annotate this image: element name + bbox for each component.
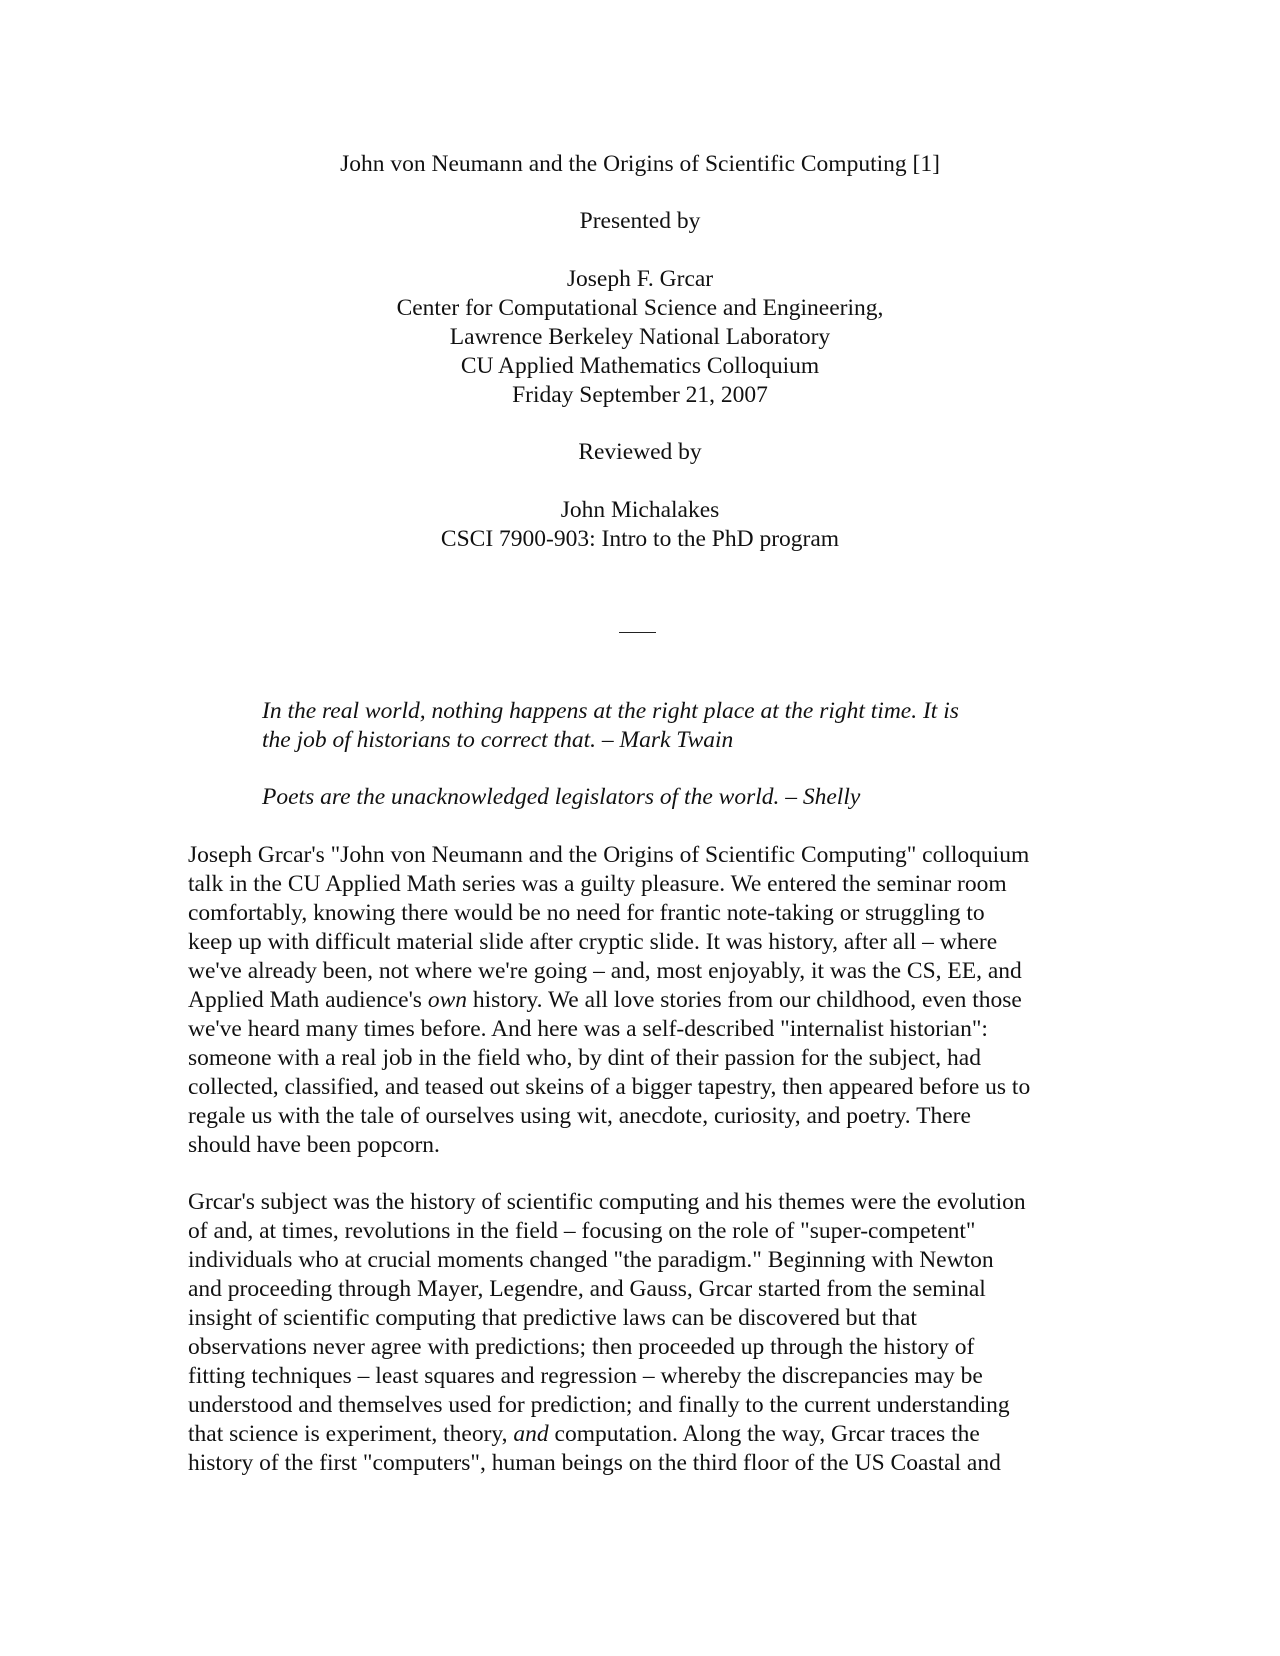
paragraph-1-line: comfortably, knowing there would be no need for frantic note-taking or struggling to <box>188 900 985 926</box>
paragraph-2-line: Grcar's subject was the history of scientific computing and his themes were the evolution <box>188 1189 1026 1215</box>
paragraph-1-line: we've already been, not where we're going – and, most enjoyably, it was the CS, EE, and <box>188 958 1022 984</box>
paragraph-2-line: insight of scientific computing that predictive laws can be discovered but that <box>188 1305 917 1331</box>
paragraph-2-line: of and, at times, revolutions in the field – focusing on the role of "super-competent" <box>188 1218 976 1244</box>
paragraph-1-line: we've heard many times before. And here was a self-described "internalist historian": <box>188 1016 988 1042</box>
reviewed-by-label: Reviewed by <box>578 439 702 465</box>
paragraph-2-line: understood and themselves used for prediction; and finally to the current understanding <box>188 1392 1010 1418</box>
paragraph-1-line: collected, classified, and teased out skeins of a bigger tapestry, then appeared before us to <box>188 1074 1031 1100</box>
epigraph-shelly: Poets are the unacknowledged legislators of the world. – Shelly <box>262 784 861 810</box>
paragraph-1-line: talk in the CU Applied Math series was a guilty pleasure. We entered the seminar room <box>188 871 1007 897</box>
section-divider <box>619 632 656 633</box>
course-name: CSCI 7900-903: Intro to the PhD program <box>440 526 840 552</box>
paragraph-2-line <box>188 1420 980 1449</box>
paragraph-1-line: someone with a real job in the field who, by dint of their passion for the subject, had <box>188 1045 981 1071</box>
talk-date: Friday September 21, 2007 <box>512 382 768 408</box>
paragraph-1-line: should have been popcorn. <box>188 1132 440 1158</box>
presented-by-label: Presented by <box>579 208 701 234</box>
text-segment: Applied Math audience's <box>188 987 428 1013</box>
presenter-name: Joseph F. Grcar <box>566 266 714 292</box>
presenter-affiliation-1: Center for Computational Science and Engineering, <box>396 295 884 321</box>
reviewer-name: John Michalakes <box>560 497 720 523</box>
text-segment: computation. Along the way, Grcar traces the <box>548 1421 980 1447</box>
epigraph-twain-line-2: the job of historians to correct that. – Mark Twain <box>262 727 734 753</box>
paragraph-2-line: fitting techniques – least squares and regression – whereby the discrepancies may be <box>188 1363 983 1389</box>
epigraph-twain-line-1: In the real world, nothing happens at the right place at the right time. It is <box>262 698 959 724</box>
paragraph-1-line: keep up with difficult material slide after cryptic slide. It was history, after all – where <box>188 929 998 955</box>
paragraph-1-line <box>188 986 1022 1015</box>
paragraph-1-line: regale us with the tale of ourselves using wit, anecdote, curiosity, and poetry. There <box>188 1103 971 1129</box>
paragraph-2-line: observations never agree with predictions; then proceeded up through the history of <box>188 1334 975 1360</box>
text-segment: history. We all love stories from our childhood, even those <box>467 987 1022 1013</box>
paragraph-2-line: and proceeding through Mayer, Legendre, and Gauss, Grcar started from the seminal <box>188 1276 986 1302</box>
paragraph-2-line: history of the first "computers", human beings on the third floor of the US Coastal and <box>188 1450 1001 1476</box>
document-title: John von Neumann and the Origins of Scientific Computing [1] <box>340 151 940 177</box>
paragraph-2-line: individuals who at crucial moments changed "the paradigm." Beginning with Newton <box>188 1247 994 1273</box>
emphasis-own: own <box>427 987 468 1013</box>
emphasis-and: and <box>513 1421 549 1447</box>
venue: CU Applied Mathematics Colloquium <box>460 353 820 379</box>
paragraph-1-line: Joseph Grcar's "John von Neumann and the Origins of Scientific Computing" colloquium <box>188 842 1030 868</box>
text-segment: that science is experiment, theory, <box>188 1421 514 1447</box>
presenter-affiliation-2: Lawrence Berkeley National Laboratory <box>449 324 831 350</box>
